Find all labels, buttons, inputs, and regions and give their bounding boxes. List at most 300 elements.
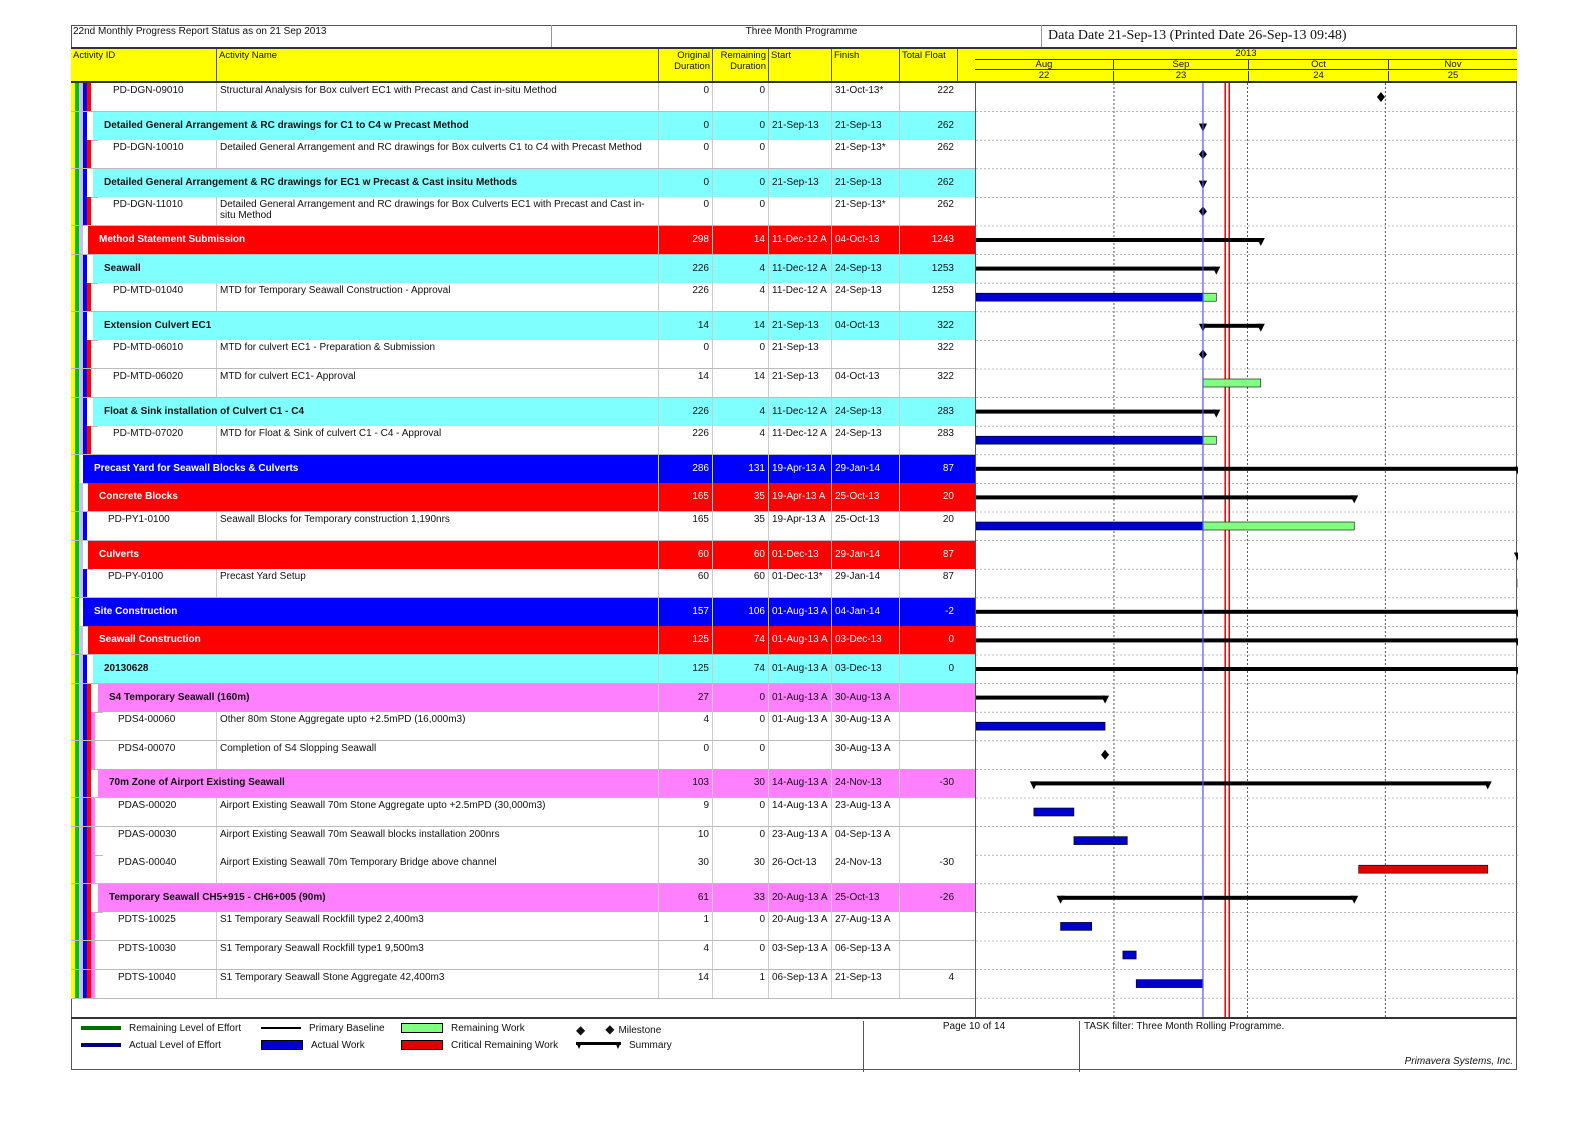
cell-od: 165 [658,512,712,540]
cell-tf [899,798,957,826]
activity-id: PD-MTD-07020 [113,428,184,440]
group-row[interactable] [71,255,975,284]
cell-rd: 30 [712,769,768,797]
cell-tf [899,684,957,712]
report-header [71,25,1517,47]
cell-start: 19-Apr-13 A [768,512,831,540]
cell-finish: 24-Nov-13 [831,769,899,797]
cell-start: 11-Dec-12 A [768,226,831,254]
cell-finish: 04-Jan-14 [831,598,899,626]
cell-start: 23-Aug-13 A [768,827,831,855]
cell-tf: 0 [899,626,957,654]
outline-strip [91,855,95,883]
group-name: S4 Temporary Seawall (160m) [109,691,250,703]
summary-bar [1034,781,1488,785]
summary-bar [976,238,1261,242]
activity-id: PD-PY-0100 [108,571,164,583]
actual-work-bar [976,522,1203,530]
cell-finish: 29-Jan-14 [831,569,899,597]
activity-name: S1 Temporary Seawall Rockfill type1 9,500m3 [216,941,658,969]
activity-name: Completion of S4 Slopping Seawall [216,741,658,769]
activity-name: MTD for culvert EC1 - Preparation & Submission [216,340,658,368]
cell-od: 27 [658,684,712,712]
month-aug: Aug [975,60,1113,70]
cell-rd: 0 [712,798,768,826]
cell-finish: 21-Sep-13 [831,970,899,998]
cell-rd: 4 [712,426,768,454]
cell-start: 21-Sep-13 [768,312,831,340]
summary-bar [976,696,1105,700]
cell-od: 60 [658,541,712,569]
remaining-loe-swatch [81,1026,121,1030]
cell-rd: 0 [712,712,768,740]
outline-strip [91,798,95,826]
week-25: 25 [1388,71,1517,81]
group-row[interactable] [71,541,975,570]
activity-name: Detailed General Arrangement and RC drawings for Box Culverts EC1 with Precast and Cast in-situ Method [216,197,658,225]
cell-rd: 0 [712,197,768,225]
activity-row[interactable] [71,426,975,455]
outline-strip [75,455,79,483]
cell-rd: 35 [712,483,768,511]
cell-finish [831,340,899,368]
group-row[interactable] [71,226,975,255]
cell-od: 0 [658,340,712,368]
cell-od: 0 [658,83,712,111]
activity-id: PD-DGN-10010 [113,142,184,154]
outline-strip [79,483,83,511]
group-row[interactable] [71,169,975,198]
legend-remaining-loe: Remaining Level of Effort [81,1022,241,1036]
group-name: Detailed General Arrangement & RC drawings for C1 to C4 w Precast Method [104,119,469,131]
cell-rd: 60 [712,569,768,597]
activity-row[interactable] [71,340,975,369]
cell-rd: 106 [712,598,768,626]
cell-tf: 87 [899,541,957,569]
cell-rd: 0 [712,912,768,940]
cell-rd: 0 [712,827,768,855]
cell-od: 0 [658,197,712,225]
cell-tf: 322 [899,340,957,368]
data-date: Data Date 21-Sep-13 (Printed Date 26-Sep-13 09:48) [1041,25,1517,47]
activity-row[interactable] [71,712,975,741]
cell-od: 103 [658,769,712,797]
cell-finish: 25-Oct-13 [831,884,899,912]
cell-rd: 60 [712,541,768,569]
activity-id: PD-PY1-0100 [108,514,170,525]
outline-strip [87,140,91,168]
summary-bar [976,495,1354,499]
cell-start: 21-Sep-13 [768,369,831,397]
cell-od: 14 [658,312,712,340]
group-row[interactable] [71,655,975,684]
cell-rd: 0 [712,741,768,769]
group-row[interactable] [71,398,975,427]
cell-od: 165 [658,483,712,511]
cell-start: 01-Aug-13 A [768,626,831,654]
group-name: Culverts [99,548,140,560]
cell-od: 0 [658,140,712,168]
cell-finish: 21-Sep-13* [831,197,899,225]
cell-tf: 87 [899,455,957,483]
col-activity-name[interactable]: Activity Name [216,49,658,81]
cell-start [768,83,831,111]
group-row[interactable] [71,112,975,141]
group-name: Float & Sink installation of Culvert C1 - C4 [104,405,305,417]
outline-strip [83,255,87,283]
outline-strip [91,827,95,855]
activity-id: PD-MTD-01040 [113,285,184,297]
group-name: Method Statement Submission [99,234,246,245]
activity-id: PDAS-00040 [118,857,177,869]
actual-work-bar [976,436,1203,444]
activity-id: PD-MTD-06010 [113,342,184,354]
activity-row[interactable] [71,283,975,312]
legend-critical: Critical Remaining Work [401,1039,558,1053]
cell-rd: 4 [712,283,768,311]
activity-row[interactable] [71,569,975,598]
cell-od: 14 [658,970,712,998]
cell-rd: 14 [712,312,768,340]
group-name: 70m Zone of Airport Existing Seawall [109,777,285,789]
outline-strip [87,197,91,225]
actual-loe-swatch [81,1043,121,1047]
cell-finish: 04-Oct-13 [831,226,899,254]
remaining-work-bar [1203,436,1216,444]
vendor-credit: Primavera Systems, Inc. [1404,1056,1513,1067]
cell-finish: 25-Oct-13 [831,483,899,511]
outline-strip [79,626,83,654]
column-header [71,47,975,83]
outline-strip [87,884,91,912]
actual-work-swatch [261,1040,303,1050]
activity-row[interactable] [71,827,975,856]
month-oct: Oct [1248,60,1388,70]
cell-start: 01-Aug-13 A [768,712,831,740]
outline-strip [87,426,91,454]
summary-start-marker [1514,553,1518,561]
cell-rd: 0 [712,140,768,168]
outline-strip [91,912,95,940]
cell-start: 11-Dec-12 A [768,283,831,311]
cell-rd: 0 [712,112,768,140]
outline-strip [83,569,87,597]
cell-finish: 04-Sep-13 A [831,827,899,855]
outline-strip [83,112,87,140]
activity-id: PDTS-10025 [118,914,176,926]
cell-tf [899,827,957,855]
group-name: Seawall [104,262,141,274]
remaining-work-bar [1203,522,1354,530]
cell-start: 21-Sep-13 [768,169,831,197]
cell-rd: 0 [712,941,768,969]
cell-tf: 1253 [899,255,957,283]
outline-strip [91,970,95,998]
critical-work-bar [1359,865,1488,873]
group-name: Temporary Seawall CH5+915 - CH6+005 (90m) [109,891,326,903]
group-row[interactable] [71,884,975,913]
cell-tf: 0 [899,655,957,683]
activity-row[interactable] [71,369,975,398]
activity-name: Structural Analysis for Box culvert EC1 with Precast and Cast in-situ Method [216,83,658,111]
week-23: 23 [1113,71,1248,81]
col-remaining-duration[interactable]: Remaining Duration [712,49,768,81]
col-total-float[interactable]: Total Float [899,49,957,81]
cell-od: 157 [658,598,712,626]
summary-bar [976,410,1216,414]
activity-id: PDAS-00030 [118,828,177,840]
cell-tf: 283 [899,398,957,426]
cell-od: 226 [658,398,712,426]
cell-tf: 20 [899,483,957,511]
summary-bar [976,267,1216,271]
week-22: 22 [1038,70,1050,81]
cell-finish: 24-Sep-13 [831,426,899,454]
legend-actual-loe: Actual Level of Effort [81,1039,221,1053]
cell-tf: 283 [899,426,957,454]
cell-od: 226 [658,283,712,311]
cell-start: 14-Aug-13 A [768,769,831,797]
cell-start [768,741,831,769]
activity-name: Detailed General Arrangement and RC drawings for Box culverts C1 to C4 with Precast Method [216,140,658,168]
activity-row[interactable] [71,970,975,999]
cell-od: 125 [658,655,712,683]
cell-start: 19-Apr-13 A [768,483,831,511]
activity-id: PDS4-00060 [118,714,176,726]
cell-finish: 25-Oct-13 [831,512,899,540]
activity-name: Seawall Blocks for Temporary construction 1,190nrs [216,512,658,540]
activity-row[interactable] [71,798,975,827]
cell-tf [899,912,957,940]
activity-row[interactable] [71,512,975,541]
cell-od: 1 [658,912,712,940]
cell-od: 10 [658,827,712,855]
actual-work-bar [1136,980,1203,988]
cell-od: 226 [658,255,712,283]
group-name: Extension Culvert EC1 [104,319,212,331]
cell-tf: 262 [899,169,957,197]
cell-tf: 322 [899,312,957,340]
actual-work-bar [976,722,1105,730]
summary-bar [976,610,1518,614]
activity-row[interactable] [71,741,975,770]
cell-tf: 222 [899,83,957,111]
cell-rd: 131 [712,455,768,483]
activity-name: Other 80m Stone Aggregate upto +2.5mPD (16,000m3) [216,712,658,740]
outline-strip [83,312,87,340]
outline-strip [87,369,91,397]
cell-start: 19-Apr-13 A [768,455,831,483]
task-filter: TASK filter: Three Month Rolling Programme. [1079,1021,1514,1072]
cell-start: 11-Dec-12 A [768,398,831,426]
timeline-year: 2013 [975,49,1517,60]
cell-finish: 23-Aug-13 A [831,798,899,826]
activity-name: Airport Existing Seawall 70m Seawall blocks installation 200nrs [216,827,658,855]
cell-tf [899,741,957,769]
activity-id: PDS4-00070 [118,742,176,754]
outline-strip [91,741,95,769]
cell-rd: 4 [712,398,768,426]
outline-strip [87,340,91,368]
cell-od: 4 [658,712,712,740]
cell-start: 20-Aug-13 A [768,912,831,940]
cell-finish: 24-Nov-13 [831,855,899,883]
outline-strip [83,655,87,683]
group-row[interactable] [71,598,975,627]
activity-name: MTD for Temporary Seawall Construction - Approval [216,283,658,311]
cell-od: 9 [658,798,712,826]
activity-row[interactable] [71,83,975,112]
group-row[interactable] [71,312,975,341]
cell-tf: 1253 [899,283,957,311]
cell-rd: 1 [712,970,768,998]
group-name: Detailed General Arrangement & RC drawings for EC1 w Precast & Cast insitu Methods [104,176,518,188]
cell-finish: 30-Aug-13 A [831,712,899,740]
cell-start: 01-Dec-13 [768,541,831,569]
activity-name: MTD for Float & Sink of culvert C1 - C4 - Approval [216,426,658,454]
cell-start: 26-Oct-13 [768,855,831,883]
col-activity-id[interactable]: Activity ID [73,50,116,61]
col-original-duration[interactable]: Original Duration [658,49,712,81]
activity-row[interactable] [71,855,975,884]
cell-finish: 27-Aug-13 A [831,912,899,940]
cell-finish: 29-Jan-14 [831,541,899,569]
cell-finish: 30-Aug-13 A [831,684,899,712]
cell-tf: -30 [899,855,957,883]
group-row[interactable] [71,684,975,713]
legend-primary-baseline: Primary Baseline [261,1022,385,1036]
page-number: Page 10 of 14 [863,1021,1084,1072]
cell-od: 60 [658,569,712,597]
cell-od: 226 [658,426,712,454]
outline-strip [87,283,91,311]
summary-icon [576,1040,621,1050]
cell-finish: 21-Sep-13* [831,140,899,168]
cell-rd: 0 [712,169,768,197]
cell-finish: 03-Dec-13 [831,626,899,654]
cell-start: 01-Aug-13 A [768,655,831,683]
outline-strip [83,169,87,197]
milestone-icon-2: ◆ [605,1022,615,1036]
cell-od: 14 [658,369,712,397]
programme-title: Three Month Programme [551,25,1051,47]
critical-swatch [401,1040,443,1050]
month-nov: Nov [1388,60,1517,70]
milestone-marker [1101,750,1109,760]
cell-start: 03-Sep-13 A [768,941,831,969]
activity-name: MTD for culvert EC1- Approval [216,369,658,397]
outline-strip [83,398,87,426]
cell-finish: 24-Sep-13 [831,255,899,283]
col-start[interactable]: Start [768,49,831,81]
group-name: Seawall Construction [99,634,201,646]
gantt-chart [975,83,1518,1017]
cell-start: 01-Aug-13 A [768,598,831,626]
month-sep: Sep [1113,60,1248,70]
cell-start: 14-Aug-13 A [768,798,831,826]
outline-strip [87,83,91,111]
group-name: Precast Yard for Seawall Blocks & Culverts [94,462,299,474]
week-24: 24 [1248,71,1388,81]
summary-bar [976,667,1518,671]
activity-row[interactable] [71,941,975,970]
outline-strip [91,941,95,969]
outline-strip [79,226,83,254]
activity-name: Airport Existing Seawall 70m Temporary Bridge above channel [216,855,658,883]
outline-strip [83,512,87,540]
cell-od: 125 [658,626,712,654]
cell-rd: 4 [712,255,768,283]
cell-tf: 322 [899,369,957,397]
group-name: Site Construction [94,605,178,617]
cell-start: 20-Aug-13 A [768,884,831,912]
group-row[interactable] [71,483,975,512]
cell-finish: 06-Sep-13 A [831,941,899,969]
activity-name: S1 Temporary Seawall Rockfill type2 2,400m3 [216,912,658,940]
cell-od: 4 [658,941,712,969]
outline-strip [75,598,79,626]
remaining-work-bar [1203,293,1216,301]
cell-tf [899,712,957,740]
cell-od: 0 [658,741,712,769]
group-row[interactable] [71,626,975,655]
milestone-marker [1377,92,1385,102]
cell-finish: 24-Sep-13 [831,398,899,426]
cell-tf: -2 [899,598,957,626]
outline-strip [87,769,91,797]
outline-strip [87,684,91,712]
activity-id: PD-DGN-09010 [113,85,184,96]
activity-row[interactable] [71,140,975,169]
cell-rd: 33 [712,884,768,912]
cell-finish: 24-Sep-13 [831,283,899,311]
group-row[interactable] [71,769,975,798]
cell-rd: 0 [712,83,768,111]
cell-tf: -26 [899,884,957,912]
cell-rd: 14 [712,369,768,397]
remaining-work-bar [1203,379,1261,387]
group-row[interactable] [71,455,975,484]
cell-tf: 262 [899,140,957,168]
cell-od: 61 [658,884,712,912]
activity-id: PDTS-10030 [118,943,176,954]
cell-rd: 14 [712,226,768,254]
cell-od: 0 [658,112,712,140]
cell-tf: 1243 [899,226,957,254]
activity-name: Precast Yard Setup [216,569,658,597]
cell-tf: 4 [899,970,957,998]
outline-strip [91,712,95,740]
cell-start [768,140,831,168]
cell-finish: 30-Aug-13 A [831,741,899,769]
activity-id: PD-MTD-06020 [113,371,184,382]
cell-tf [899,941,957,969]
col-finish[interactable]: Finish [831,49,899,81]
activity-row[interactable] [71,912,975,941]
actual-work-bar [1123,951,1136,959]
remaining-work-swatch [401,1023,443,1033]
activity-id: PD-DGN-11010 [113,199,183,211]
summary-bar [976,638,1518,642]
cell-start: 21-Sep-13 [768,340,831,368]
outline-strip [79,541,83,569]
cell-finish: 31-Oct-13* [831,83,899,111]
cell-tf: 87 [899,569,957,597]
activity-row[interactable] [71,197,975,226]
cell-finish: 21-Sep-13 [831,112,899,140]
timeline-header [975,47,1517,83]
cell-rd: 0 [712,684,768,712]
